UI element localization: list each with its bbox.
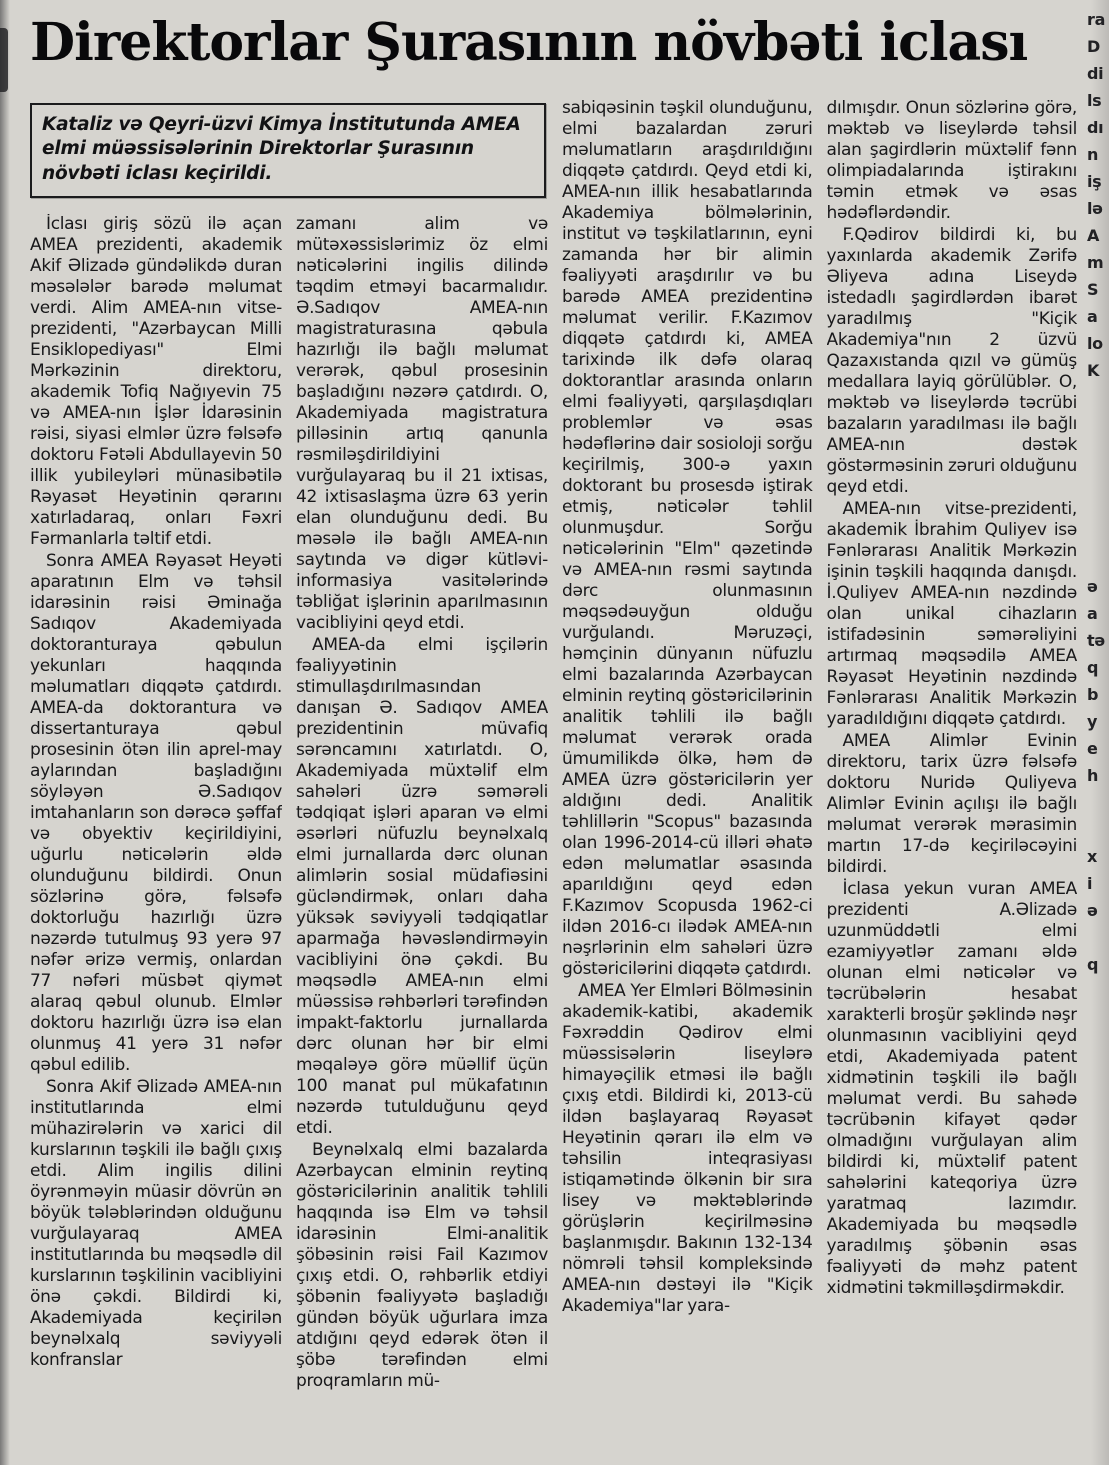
edge-fragment [1087, 1140, 1109, 1167]
edge-column-fragments [1083, 0, 1109, 1465]
left-column-block [30, 98, 548, 1457]
paragraph: İclası giriş sözü ilə açan AMEA prezidenti, akademik Akif Əlizadə gündəlikdə duran məsələlər barədə məlumat verdi. Alim AMEA-nın vitse-prezidenti, "Azərbaycan Milli Ensiklopediyası" Elmi Mərkəzinin direktoru, akademik Tofiq Nağıyevin 75 və AMEA-nın İşlər İdarəsinin rəisi, siyasi elmlər üzrə fəlsəfə doktoru Fətəli Abdullayevin 50 illik yubileyləri münasibətilə Rəyasət Heyətinin qərarını xatırladaraq, onları Fəxri Fərmanlarla təltif etdi. [30, 214, 282, 550]
edge-fragment [1087, 411, 1109, 438]
paragraph: AMEA Yer Elmləri Bölməsinin akademik-katibi, akademik Fəxrəddin Qədirov elmi müəssisələrin liseylərə himayəçilik etməsi ilə bağlı çıxış etdi. Bildirdi ki, 2013-cü ildən başlayaraq Rəyasət Heyətinin qərarı ilə elm və təhsilin inteqrasiyası istiqamətində ölkənin bir sıra lisey və məktəblərində görüşlərin keçirilməsinə başlanmışdır. Bakının 132-134 nömrəli təhsil kompleksində AMEA-nın dəstəyi ilə "Kiçik Akademiya"lar yara- [562, 981, 813, 1316]
left-columns [30, 214, 548, 1457]
edge-fragment: y [1087, 712, 1098, 731]
edge-fragment: b [1087, 685, 1099, 704]
edge-fragment [1087, 1113, 1109, 1140]
scan-artifact [0, 28, 8, 92]
edge-fragment: iş [1087, 172, 1102, 191]
text-column-2 [296, 214, 548, 1457]
edge-fragment [1087, 1005, 1109, 1032]
edge-fragment: i [1087, 874, 1093, 893]
paragraph: F.Qədirov bildirdi ki, bu yaxınlarda akademik Zərifə Əliyeva adına Liseydə istedadlı şagirdlərdən ibarət yaradılmış "Kiçik Akademiya"nın 2 üzvü Qazaxıstanda qızıl və gümüş medallara layiq görülüblər. O, məktəb və liseylərdə təcrübi bazaların yaradılması ilə bağlı AMEA-nın dəstək göstərməsinin zəruri olduğunu qeyd etdi. [826, 225, 1077, 497]
edge-fragment: q [1087, 955, 1099, 974]
edge-fragment [1087, 465, 1109, 492]
edge-fragment: S [1087, 280, 1099, 299]
edge-fragment: dı [1087, 118, 1104, 137]
article-headline: Direktorlar Şurasının növbəti iclası [30, 12, 1028, 73]
edge-fragment: a [1087, 604, 1098, 623]
edge-fragment [1087, 546, 1109, 573]
paragraph: İclasa yekun vuran AMEA prezidenti A.Əlizadə uzunmüddətli elmi ezamiyyətlər zamanı əldə olunan elmi nəticələr və təcrübələrin hesabat xarakterli broşür şəklində nəşr olunmasının vacibliyini qeyd etdi, Akademiyada patent xidmətinin təşkili ilə bağlı məlumat verdi. Bu sahədə təcrübənin kifayət qədər olmadığını vurğulayan alim bildirdi ki, müxtəlif patent sahələrini kateqoriya üzrə yaratmaq lazımdır. Akademiyada bu məqsədlə yaradılmış şöbənin əsas fəaliyyəti də məhz patent xidmətini təkmilləşdirməkdir. [826, 879, 1077, 1298]
text-column-3 [562, 98, 813, 1457]
edge-fragment [1087, 1275, 1109, 1302]
paragraph: dılmışdır. Onun sözlərinə görə, məktəb və liseylərdə təhsil alan şagirdlərin müxtəlif fənn olimpiadalarında iştirakını təmin etmək və əsas hədəflərdəndir. [826, 98, 1077, 223]
paragraph: Sonra AMEA Rəyasət Heyəti aparatının Elm və təhsil idarəsinin rəisi Əminağa Sadıqov Akademiyada doktoranturaya qəbulun yekunları haqqında məlumatları diqqətə çatdırdı. AMEA-da doktorantura və dissertanturaya qəbul prosesinin ötən ilin aprel-may aylarından başladığını söyləyən Ə.Sadıqov imtahanların son dərəcə şəffaf və obyektiv keçirildiyini, uğurlu nəticələrin əldə olunduğunu bildirdi. Onun sözlərinə görə, fəlsəfə doktorluğu hazırlığı üzrə nəzərdə tutulmuş 93 yerə 97 nəfər ərizə vermiş, onlardan 77 nəfəri müsbət qiymət alaraq qəbul olunub. Elmlər doktoru hazırlığı üzrə isə elan olunmuş 41 yerə 31 nəfər qəbul edilib. [30, 551, 282, 1076]
edge-fragment: ls [1087, 91, 1102, 110]
edge-fragment [1087, 1248, 1109, 1275]
edge-fragment: D [1087, 37, 1100, 56]
paragraph: Beynəlxalq elmi bazalarda Azərbaycan elminin reytinq göstəricilərinin analitik təhlili haqqında isə Elm və təhsil idarəsinin Elmi-analitik şöbəsinin rəisi Fail Kazımov çıxış etdi. O, rəhbərlik etdiyi şöbənin fəaliyyətə başladığı gündən böyük uğurlara imza atdığını qeyd edərək ötən il şöbə tərəfindən elmi proqramların mü- [296, 1140, 548, 1392]
paragraph: Sonra Akif Əlizadə AMEA-nın institutlarında elmi mühazirələrin və xarici dil kurslarının təşkili ilə bağlı çıxış etdi. Alim ingilis dilini öyrənməyin müasir dövrün ən böyük tələblərindən olduğunu vurğulayaraq AMEA institutlarında bu məqsədlə dil kurslarının təşkilinin vacibliyini önə çəkdi. Bildirdi ki, Akademiyada keçirilən beynəlxalq səviyyəli konfranslar [30, 1077, 282, 1371]
edge-fragment: A [1087, 226, 1100, 245]
edge-fragment [1087, 1302, 1109, 1329]
edge-fragment [1087, 978, 1109, 1005]
edge-fragment: a [1087, 307, 1098, 326]
edge-fragment [1087, 1194, 1109, 1221]
edge-fragment [1087, 816, 1109, 843]
paragraph: sabiqəsinin təşkil olunduğunu, elmi bazalardan zəruri məlumatların araşdırıldığını diqqətə çatdırdı. Qeyd etdi ki, AMEA-nın illik hesabatlarında Akademiya bölmələrinin, institut və təşkilatlarının, eyni zamanda hər bir alimin fəaliyyəti araşdırılır və bu barədə AMEA prezidentinə məlumat verilir. F.Kazımov diqqətə çatdırdı ki, AMEA tarixində ilk dəfə olaraq doktorantlar arasında onların elmi fəaliyyəti, qarşılaşdıqları problemlər və əsas hədəflərinə dair sosioloji sorğu keçirilmiş, 300-ə yaxın doktorant bu prosesdə iştirak etmiş, nəticələr təhlil olunmuşdur. Sorğu nəticələrinin "Elm" qəzetində və AMEA-nın rəsmi saytında dərc olunmasının məqsədəuyğun olduğu vurğulandı. Məruzəçi, həmçinin dünyanın nüfuzlu elmi bazalarında Azərbaycan elminin reytinq göstəricilərinin analitik təhlili ilə bağlı məlumat verərək orada ümumilikdə ölkə, həm də AMEA üzrə göstəricilərin yer aldığını dedi. Analitik təhlillərin "Scopus" bazasında olan 1996-2014-cü illəri əhatə edən məlumatlar əsasında aparıldığını qeyd edən F.Kazımov Scopusda 1962-ci ildən 2016-cı ilədək AMEA-nın nəşrlərinin elm sahələri üzrə göstəricilərini diqqətə çatdırdı. [562, 98, 813, 979]
edge-fragment [1087, 384, 1109, 411]
text-column-4 [827, 98, 1078, 1457]
edge-fragment: ra [1087, 10, 1106, 29]
edge-fragment [1087, 1032, 1109, 1059]
edge-fragment: x [1087, 847, 1098, 866]
text-column-1 [30, 214, 282, 1457]
paragraph: zamanı alim və mütəxəssislərimiz öz elmi nəticələrini ingilis dilində təqdim etməyi bacarmalıdır. Ə.Sadıqov AMEA-nın magistraturasına qəbula hazırlığı ilə bağlı məlumat verərək, qəbul prosesinin başladığını nəzərə çatdırdı. O, Akademiyada magistratura pilləsinin artıq qanunla rəsmiləşdirildiyini vurğulayaraq bu il 21 ixtisas, 42 ixtisaslaşma üzrə 63 yerin elan olunduğunu dedi. Bu məsələ ilə bağlı AMEA-nın saytında və digər kütləvi-informasiya vasitələrində təbliğat işlərinin aparılmasının vacibliyini qeyd etdi. [296, 214, 548, 634]
edge-fragment [1087, 1329, 1109, 1356]
edge-fragment [1087, 1167, 1109, 1194]
edge-fragment: h [1087, 766, 1099, 785]
edge-fragment [1087, 1059, 1109, 1086]
edge-fragment [1087, 438, 1109, 465]
edge-fragment [1087, 924, 1109, 951]
edge-fragment [1087, 1221, 1109, 1248]
paragraph: AMEA-nın vitse-prezidenti, akademik İbrahim Quliyev isə Fənlərarası Analitik Mərkəzin işinin təşkili haqqında danışdı. İ.Quliyev AMEA-nın nəzdində olan unikal cihazların istifadəsinin səmərəliyini artırmaq məqsədilə AMEA Rəyasət Heyətinin nəzdində Fənlərarası Analitik Mərkəzin yaradıldığını diqqətə çatdırdı. [826, 499, 1077, 729]
paragraph: AMEA-da elmi işçilərin fəaliyyətinin stimullaşdırılmasından danışan Ə. Sadıqov AMEA prezidentinin müvafiq sərəncamını xatırlatdı. O, Akademiyada müxtəlif elm sahələri üzrə səmərəli tədqiqat işləri aparan və elmi əsərləri nüfuzlu beynəlxalq elmi jurnallarda dərc olunan alimlərin sosial müdafiəsini gücləndirmək, onları daha yüksək səviyyəli tədqiqatlar aparmağa həvəsləndirməyin vacibliyini önə çəkdi. Bu məqsədlə AMEA-nın elmi müəssisə rəhbərləri tərəfindən impakt-faktorlu jurnallarda dərc olunan hər bir elmi məqaləyə görə müəllif üçün 100 manat pul mükafatının nəzərdə tutulduğunu qeyd etdi. [296, 635, 548, 1139]
edge-fragment: lo [1087, 334, 1103, 353]
edge-fragment [1087, 1086, 1109, 1113]
edge-fragment: K [1087, 361, 1100, 380]
edge-fragment [1087, 492, 1109, 519]
edge-fragment: n [1087, 145, 1099, 164]
lead-box [30, 103, 546, 198]
edge-fragment [1087, 519, 1109, 546]
paragraph: AMEA Alimlər Evinin direktoru, tarix üzrə fəlsəfə doktoru Nuridə Quliyeva Alimlər Evinin açılışı ilə bağlı məlumat verərək mərasimin martın 17-də keçiriləcəyini bildirdi. [826, 731, 1077, 877]
edge-fragment: tə [1087, 631, 1105, 650]
edge-fragment: ə [1087, 577, 1098, 596]
edge-fragment: q [1087, 658, 1099, 677]
edge-fragment: di [1087, 64, 1104, 83]
edge-fragment: ə [1087, 901, 1098, 920]
edge-fragment [1087, 789, 1109, 816]
edge-fragment: lə [1087, 199, 1103, 218]
edge-fragment: m [1087, 253, 1104, 272]
lead-text: Kataliz və Qeyri-üzvi Kimya İnstitutunda AMEA elmi müəssisələrinin Direktorlar Şurasının növbəti iclası keçirildi. [42, 114, 521, 184]
edge-fragment: e [1087, 739, 1098, 758]
article-body [30, 98, 1077, 1457]
